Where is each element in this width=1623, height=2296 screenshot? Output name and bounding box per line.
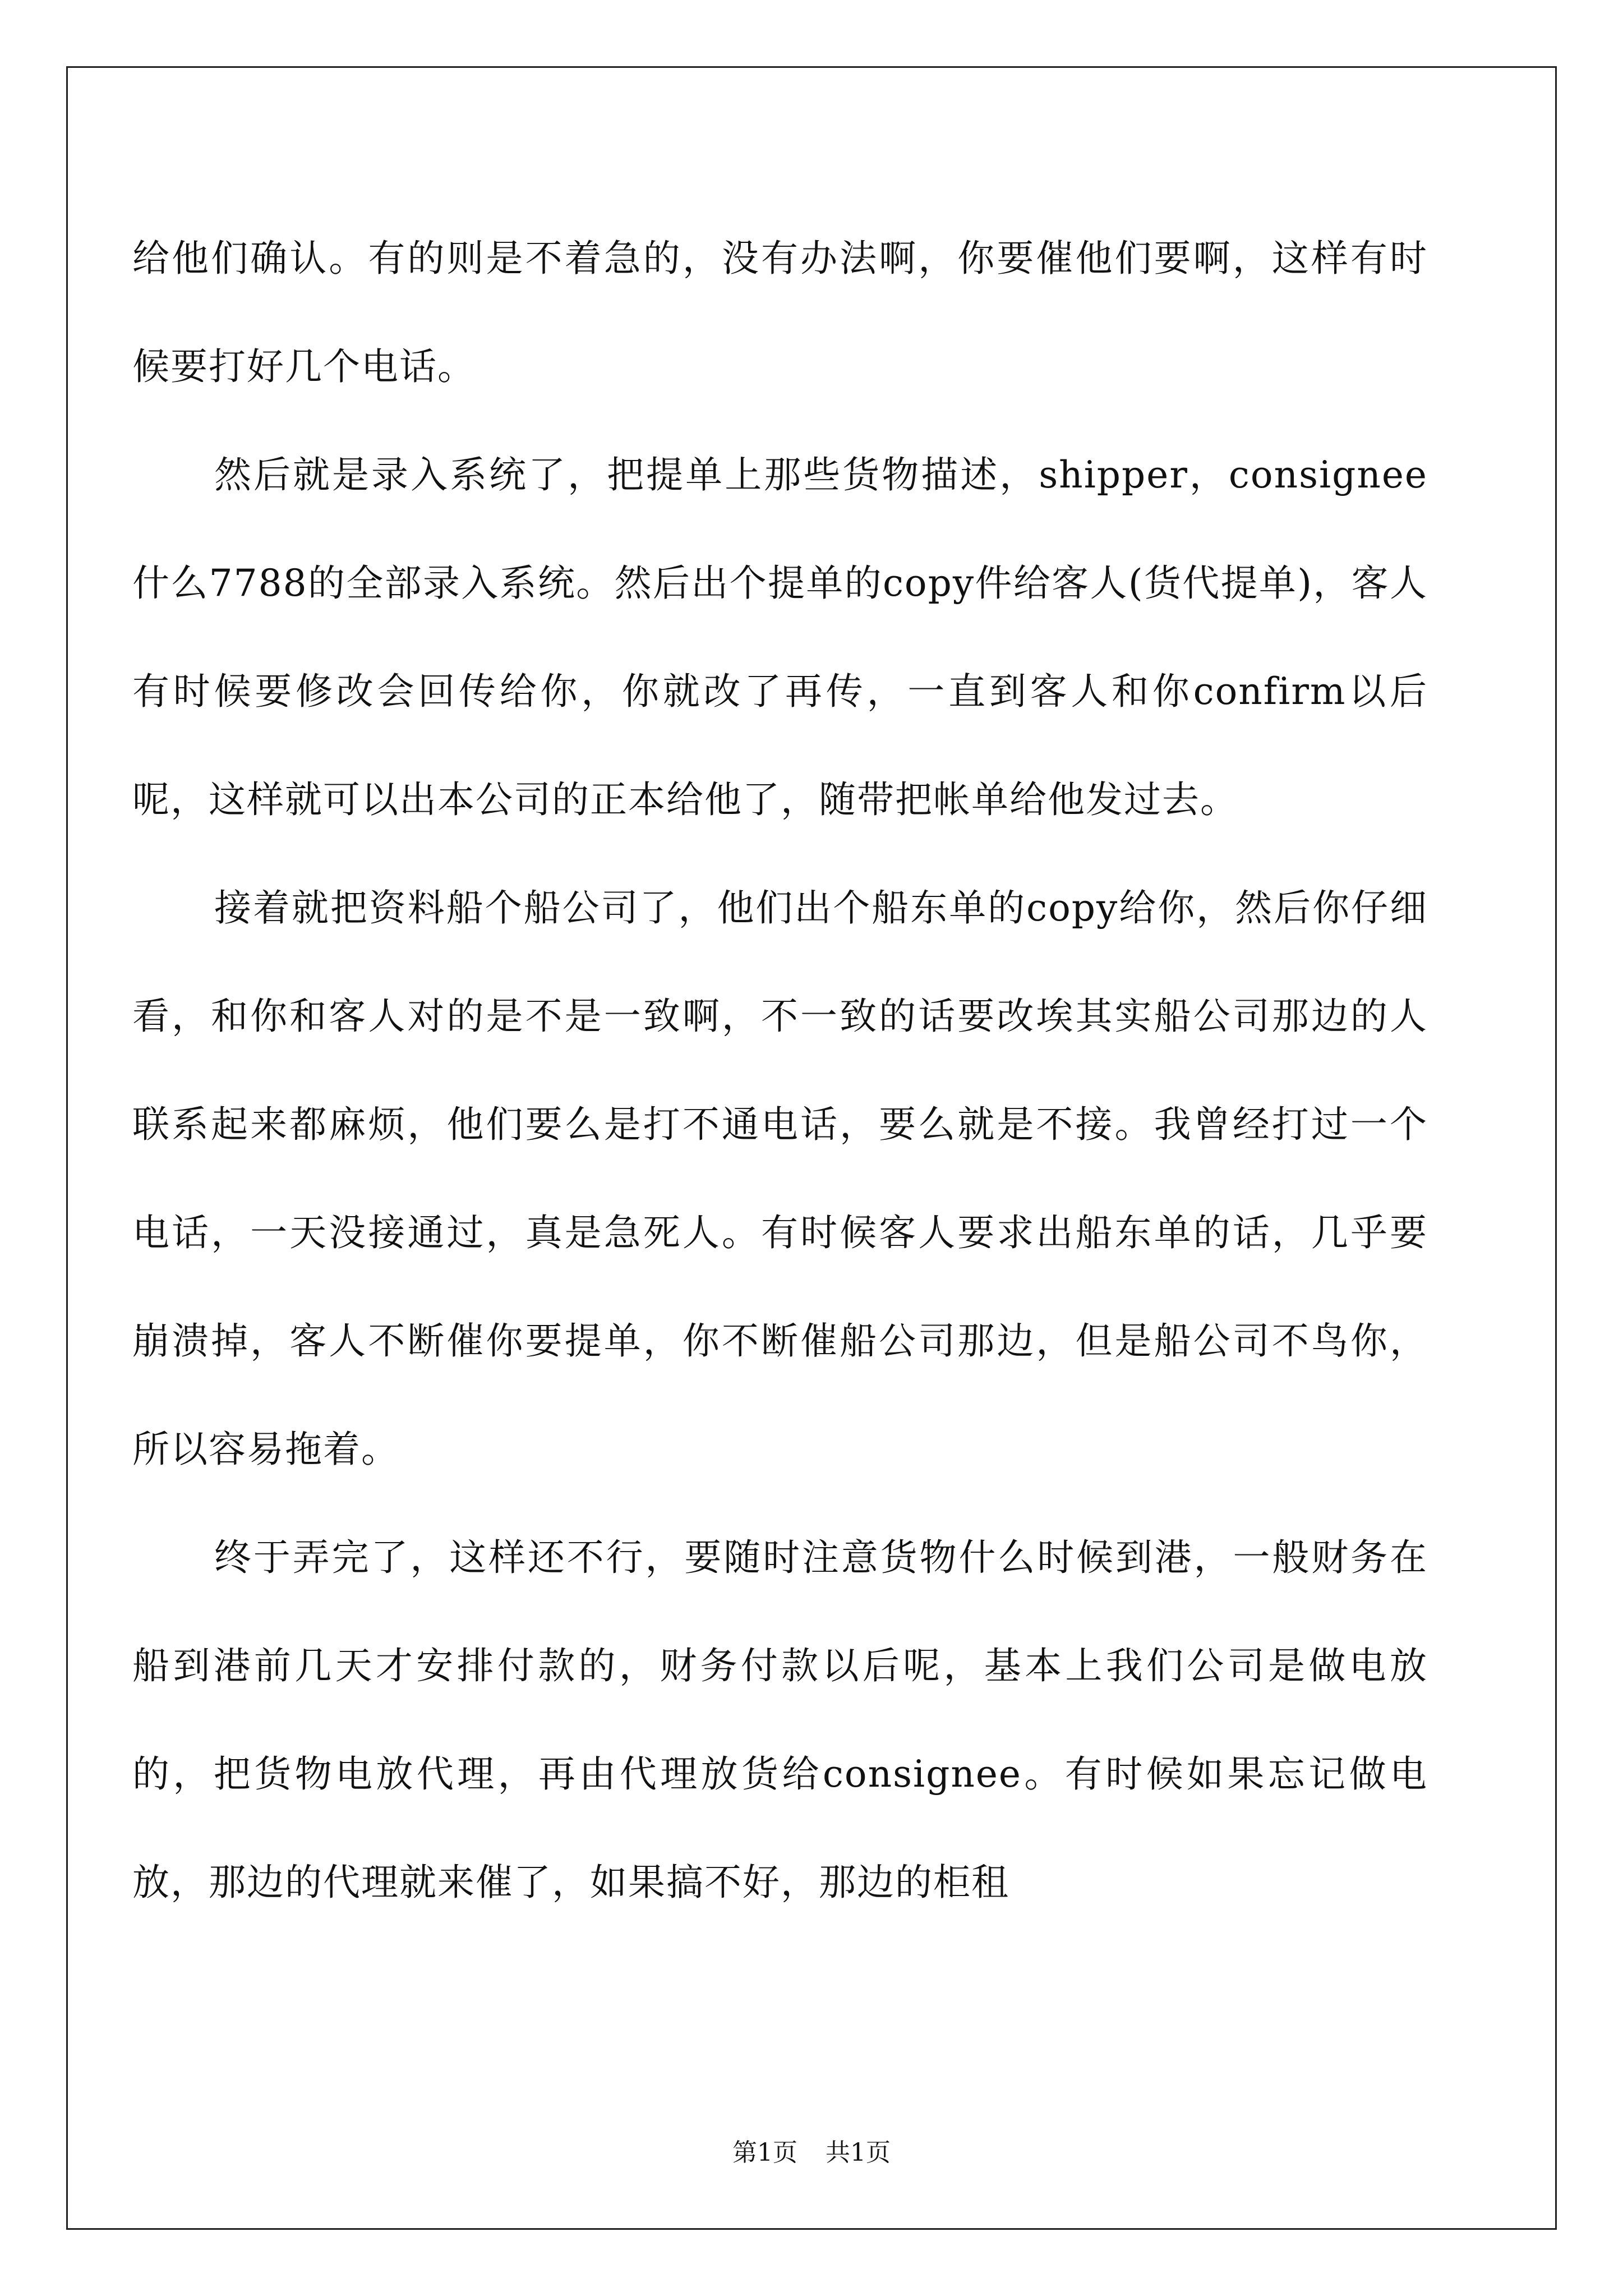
paragraph-3: 接着就把资料船个船公司了，他们出个船东单的copy给你，然后你仔细看，和你和客人对的是不是一致啊，不一致的话要改埃其实船公司那边的人联系起来都麻烦，他们要么是打不通电话，要么就是不接。我曾经打过一个电话，一天没接通过，真是急死人。有时候客人要求出船东单的话，几乎要崩溃掉，客人不断催你要提单，你不断催船公司那边，但是船公司不鸟你，所以容易拖着。: [132, 886, 1428, 1471]
page-number-current: 第1页: [732, 2138, 797, 2167]
paragraph-2: 然后就是录入系统了，把提单上那些货物描述，shipper，consignee什么7788的全部录入系统。然后出个提单的copy件给客人(货代提单)，客人有时候要修改会回传给你，你就改了再传，一直到客人和你confirm以后呢，这样就可以出本公司的正本给他了，随带把帐单给他发过去。: [132, 453, 1428, 821]
page-footer: [0, 2136, 1623, 2170]
page-number-total: 共1页: [826, 2138, 891, 2167]
document-body: [132, 204, 1428, 1936]
paragraph-4: 终于弄完了，这样还不行，要随时注意货物什么时候到港，一般财务在船到港前几天才安排付款的，财务付款以后呢，基本上我们公司是做电放的，把货物电放代理，再由代理放货给consignee。有时候如果忘记做电放，那边的代理就来催了，如果搞不好，那边的柜租: [132, 1536, 1428, 1904]
paragraph-1: 给他们确认。有的则是不着急的，没有办法啊，你要催他们要啊，这样有时候要打好几个电话。: [132, 237, 1428, 388]
